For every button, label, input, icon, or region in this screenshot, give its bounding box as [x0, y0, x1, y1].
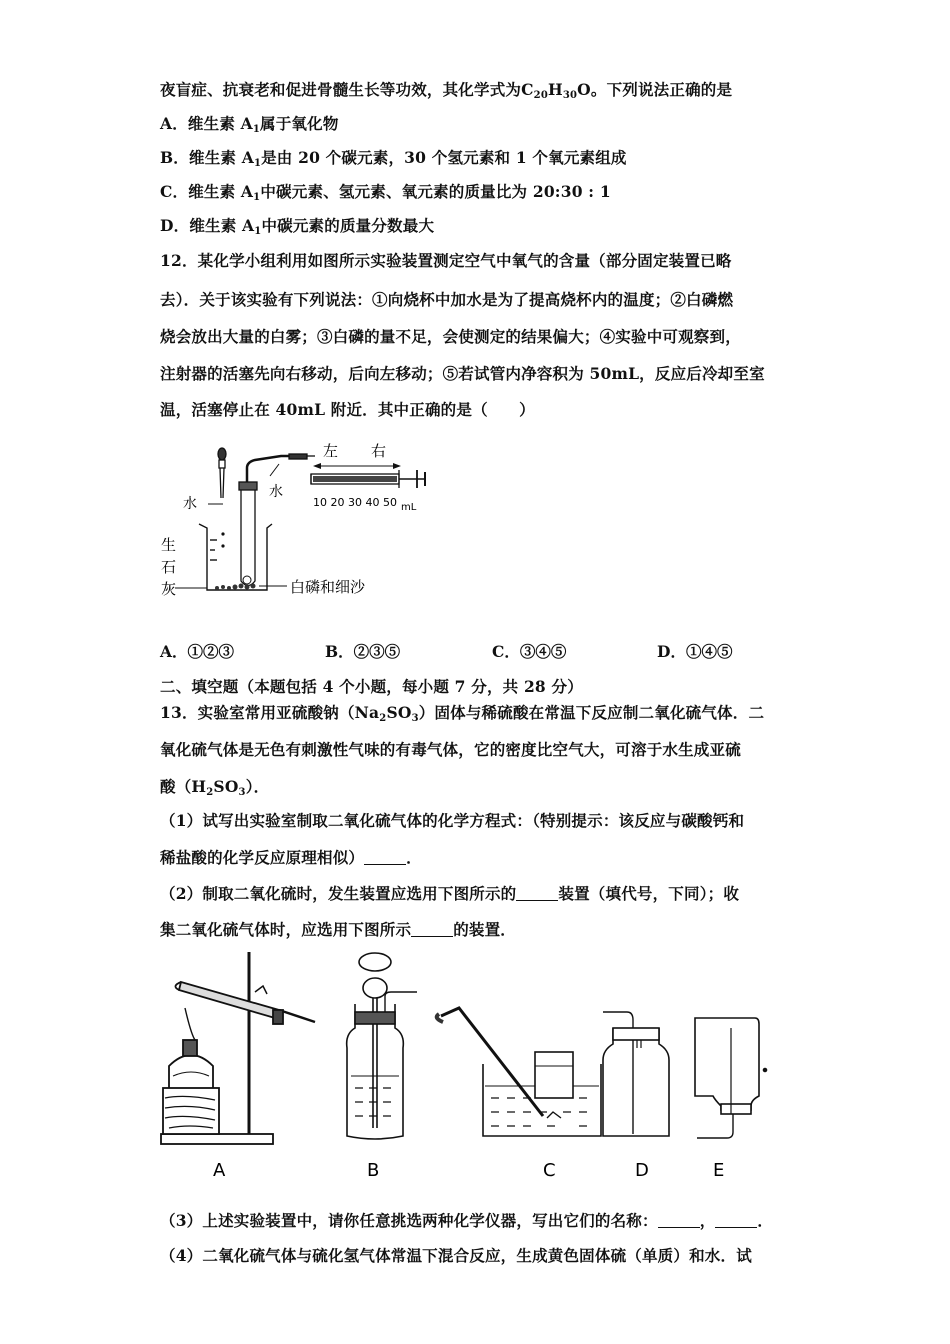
answer-blank-2[interactable]	[516, 886, 558, 901]
q12-line-4: 注射器的活塞先向右移动，后向左移动；⑤若试管内净容积为 50mL，反应后冷却至室	[160, 364, 765, 383]
q12-apparatus-figure	[155, 436, 455, 606]
q13-part2-line-2: 集二氧化硫气体时，应选用下图所示 的装置．	[160, 920, 517, 939]
apparatus-label-d: D	[635, 1160, 649, 1181]
label-lime-3: 灰	[161, 580, 177, 598]
q12-option-b: B．②③⑤	[325, 642, 401, 661]
apparatus-d	[603, 1012, 669, 1136]
test-tube	[239, 482, 257, 586]
label-lime-1: 生	[161, 536, 177, 554]
section-2-title: 二、填空题（本题包括 4 个小题，每小题 7 分，共 28 分）	[160, 677, 583, 696]
q13-part2-line-1: （2）制取二氧化硫时，发生装置应选用下图所示的 装置（填代号，下同）；收	[160, 884, 740, 903]
label-lime-2: 石	[161, 558, 177, 576]
apparatus-b	[347, 953, 417, 1139]
q13-part3: （3）上述实验装置中，请你任意挑选两种化学仪器，写出它们的名称： ， ．	[160, 1211, 774, 1230]
q13-part1-line-2: 稀盐酸的化学反应原理相似） ．	[160, 848, 422, 867]
syringe-unit: mL	[401, 502, 417, 513]
apparatus-a	[161, 952, 315, 1144]
syringe	[289, 454, 425, 488]
q12-option-d: D．①④⑤	[657, 642, 733, 661]
answer-blank-4[interactable]	[658, 1213, 700, 1228]
q11-option-b: B．维生素 $A_1$是由 20 个碳元素，30 个氢元素和 1 个氧元素组成	[160, 148, 627, 169]
q12-option-c: C．③④⑤	[492, 642, 567, 661]
q13-part1-line-1: （1）试写出实验室制取二氧化硫气体的化学方程式：（特别提示：该反应与碳酸钙和	[160, 811, 745, 830]
beaker	[199, 524, 272, 590]
apparatus-label-c: C	[543, 1160, 556, 1181]
q11-option-a: A．维生素 $A_1$属于氧化物	[160, 114, 339, 135]
answer-blank-1[interactable]	[364, 850, 406, 865]
answer-blank-5[interactable]	[715, 1213, 757, 1228]
q13-apparatus-figure	[155, 948, 795, 1183]
dropper	[218, 448, 226, 498]
q11-option-c: C．维生素 $A_1$中碳元素、氢元素、氧元素的质量比为 20:30 : 1	[160, 182, 611, 203]
q12-option-a: A．①②③	[160, 642, 235, 661]
q11-option-d: D．维生素 $A_1$中碳元素的质量分数最大	[160, 216, 435, 237]
apparatus-c	[437, 1008, 601, 1136]
apparatus-e	[695, 1018, 767, 1138]
apparatus-label-b: B	[367, 1160, 380, 1181]
q13-line-1: 13．实验室常用亚硫酸钠$(Na_2SO_3)$固体与稀硫酸在常温下反应制二氧化硫气体．二	[160, 703, 765, 724]
syringe-scale: 10 20 30 40 50	[313, 496, 397, 509]
apparatus-label-e: E	[713, 1160, 725, 1181]
q13-part4: （4）二氧化硫气体与硫化氢气体常温下混合反应，生成黄色固体硫（单质）和水．试	[160, 1246, 752, 1265]
q12-line-5: 温，活塞停止在 40mL 附近．其中正确的是（ ）	[160, 400, 535, 419]
q13-line-3: 酸$(H_2SO_3)$．	[160, 777, 270, 798]
q12-line-2: 去）．关于该实验有下列说法：①向烧杯中加水是为了提高烧杯内的温度；②白磷燃	[160, 290, 734, 309]
label-water-right: 水	[269, 484, 283, 500]
phosphorus-sand	[215, 576, 256, 590]
apparatus-label-a: A	[213, 1160, 226, 1181]
answer-blank-3[interactable]	[411, 922, 453, 937]
q12-line-1: 12．某化学小组利用如图所示实验装置测定空气中氧气的含量（部分固定装置已略	[160, 251, 732, 270]
label-right: 右	[371, 442, 387, 460]
q12-line-3: 烧会放出大量的白雾；③白磷的量不足，会使测定的结果偏大；④实验中可观察到，	[160, 327, 741, 346]
label-water-left: 水	[183, 496, 197, 512]
q11-intro: 夜盲症、抗衰老和促进骨髓生长等功效，其化学式为$C_{20}H_{30}O$。下列说法正确的是	[160, 80, 733, 101]
label-white-phosphorus: 白磷和细沙	[290, 578, 366, 596]
q13-line-2: 氧化硫气体是无色有刺激性气味的有毒气体，它的密度比空气大，可溶于水生成亚硫	[160, 740, 741, 759]
label-left: 左	[323, 442, 339, 460]
